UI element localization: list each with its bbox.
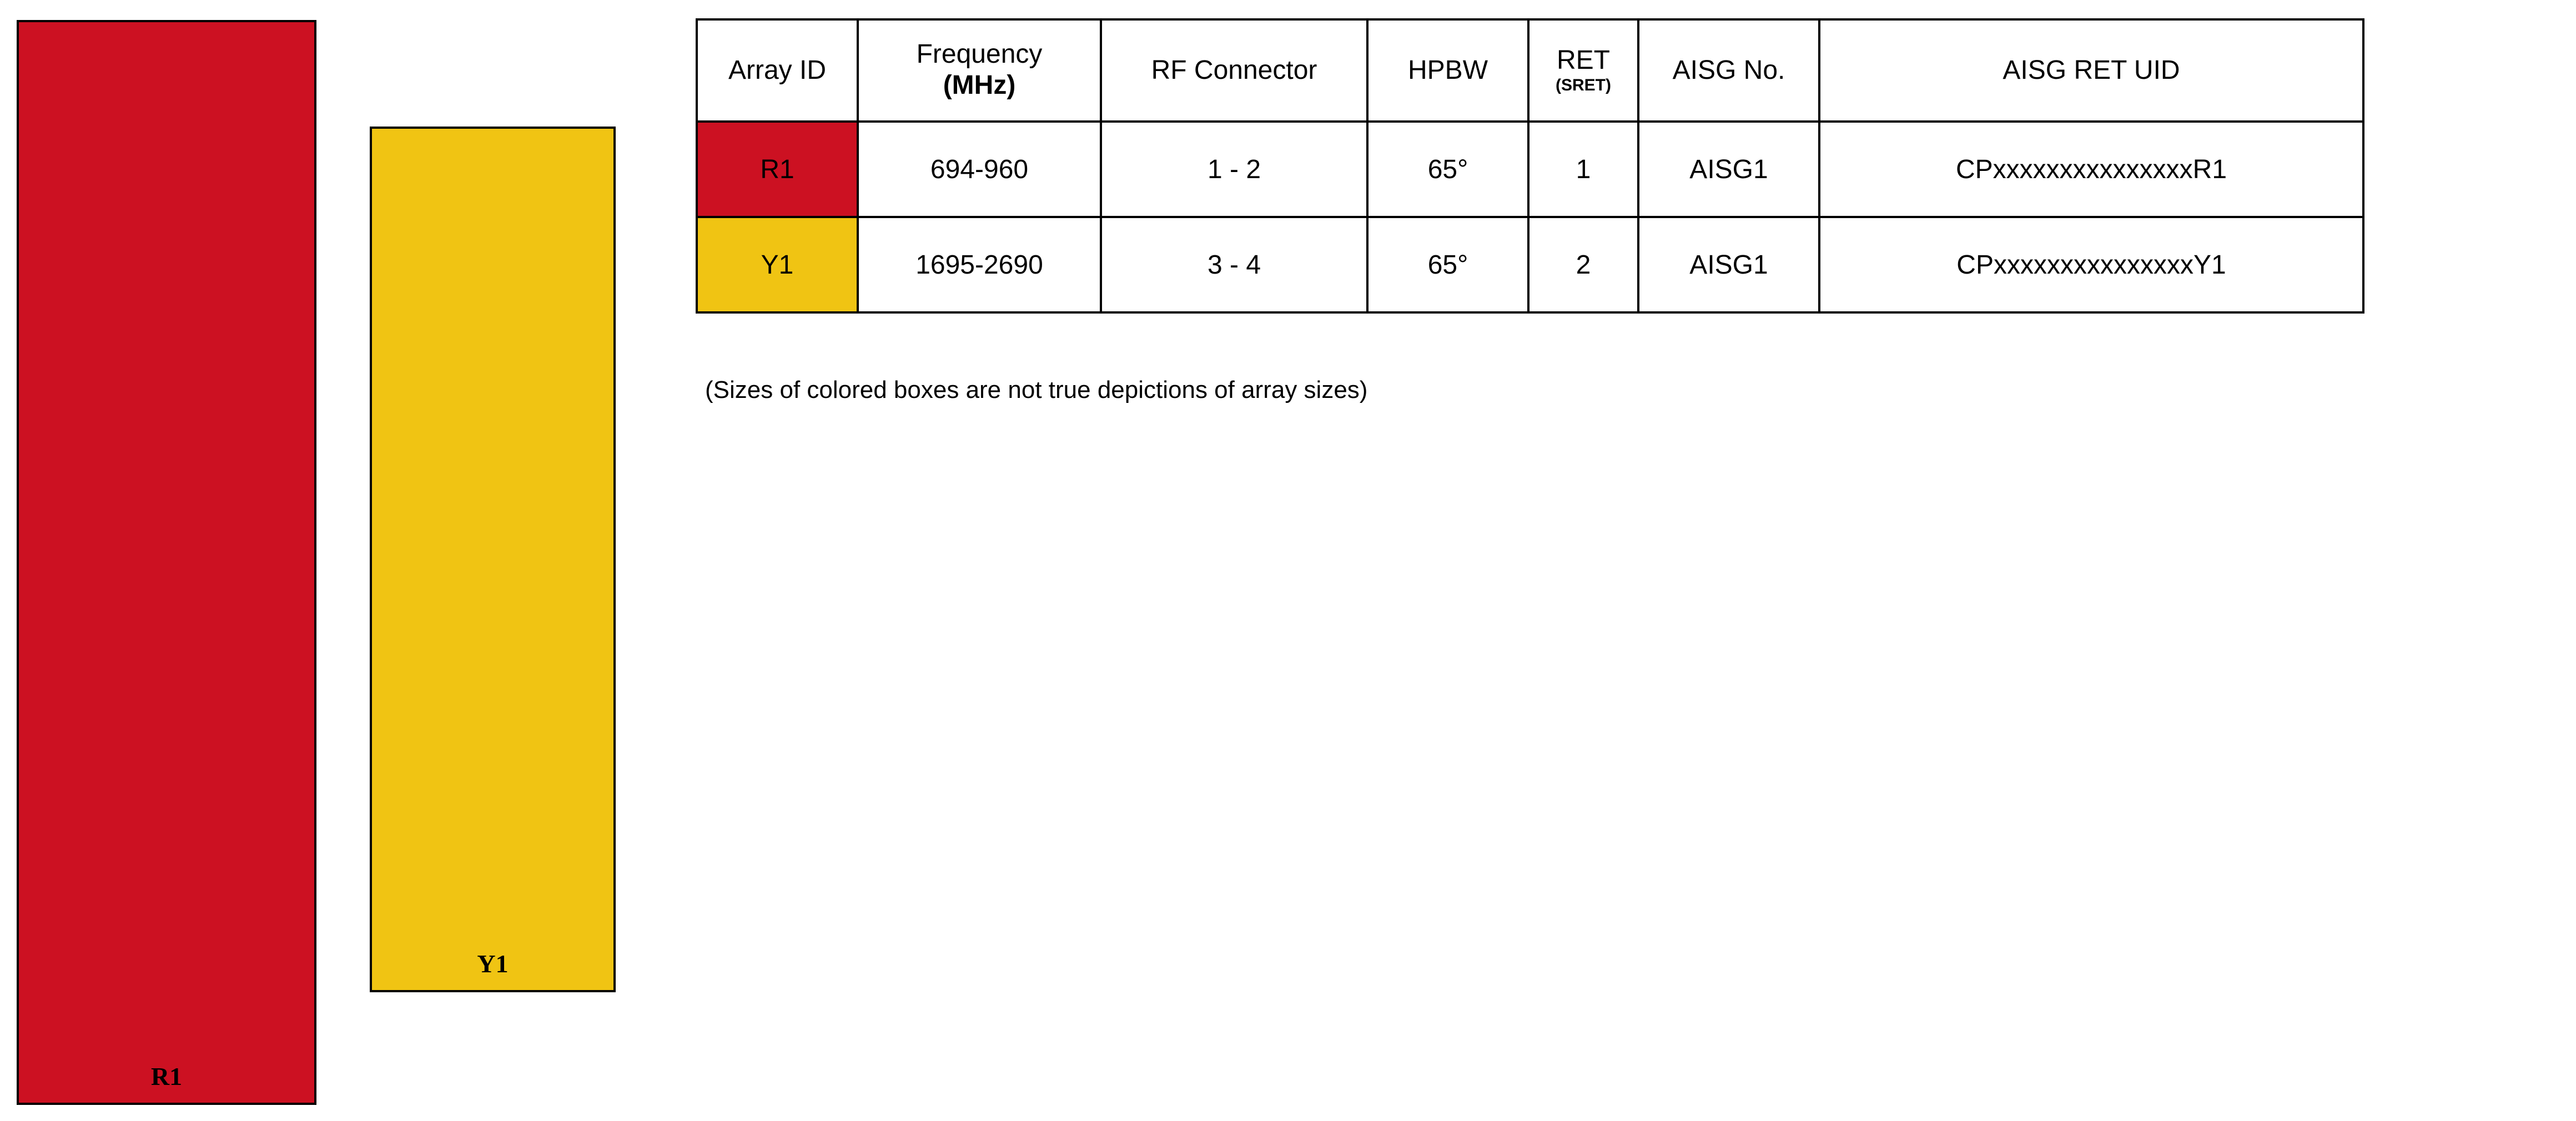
header-frequency-line1: Frequency (916, 39, 1043, 69)
array-diagram (0, 0, 666, 1121)
cell-array-id: R1 (697, 122, 858, 217)
cell-hpbw: 65° (1367, 217, 1528, 312)
cell-array-id: Y1 (697, 217, 858, 312)
array-box-y1-label: Y1 (477, 950, 509, 978)
cell-ret: 1 (1528, 122, 1638, 217)
table-row (697, 217, 2363, 312)
array-box-y1 (370, 127, 616, 992)
header-array-id: Array ID (697, 19, 858, 122)
cell-hpbw: 65° (1367, 122, 1528, 217)
array-box-r1-label: R1 (150, 1062, 183, 1090)
header-ret-main: RET (1557, 46, 1610, 75)
cell-rf-connector: 3 - 4 (1101, 217, 1367, 312)
cell-aisg-ret-uid: CPxxxxxxxxxxxxxxxY1 (1819, 217, 2363, 312)
cell-aisg-ret-uid: CPxxxxxxxxxxxxxxxR1 (1819, 122, 2363, 217)
cell-aisg-no: AISG1 (1638, 217, 1819, 312)
table-row (697, 122, 2363, 217)
size-disclaimer-note: (Sizes of colored boxes are not true depictions of array sizes) (705, 376, 1368, 403)
header-frequency-line2: (MHz) (943, 70, 1016, 100)
cell-aisg-no: AISG1 (1638, 122, 1819, 217)
header-frequency (858, 19, 1101, 122)
cell-frequency: 1695-2690 (858, 217, 1101, 312)
header-rf-connector: RF Connector (1101, 19, 1367, 122)
header-ret (1528, 19, 1638, 122)
cell-rf-connector: 1 - 2 (1101, 122, 1367, 217)
header-ret-sub: (SRET) (1556, 75, 1611, 94)
cell-ret: 2 (1528, 217, 1638, 312)
header-aisg-ret-uid: AISG RET UID (1819, 19, 2363, 122)
header-hpbw: HPBW (1367, 19, 1528, 122)
array-spec-table (696, 18, 2364, 314)
table-header-row (697, 19, 2363, 122)
header-aisg-no: AISG No. (1638, 19, 1819, 122)
array-box-r1 (17, 20, 316, 1105)
cell-frequency: 694-960 (858, 122, 1101, 217)
